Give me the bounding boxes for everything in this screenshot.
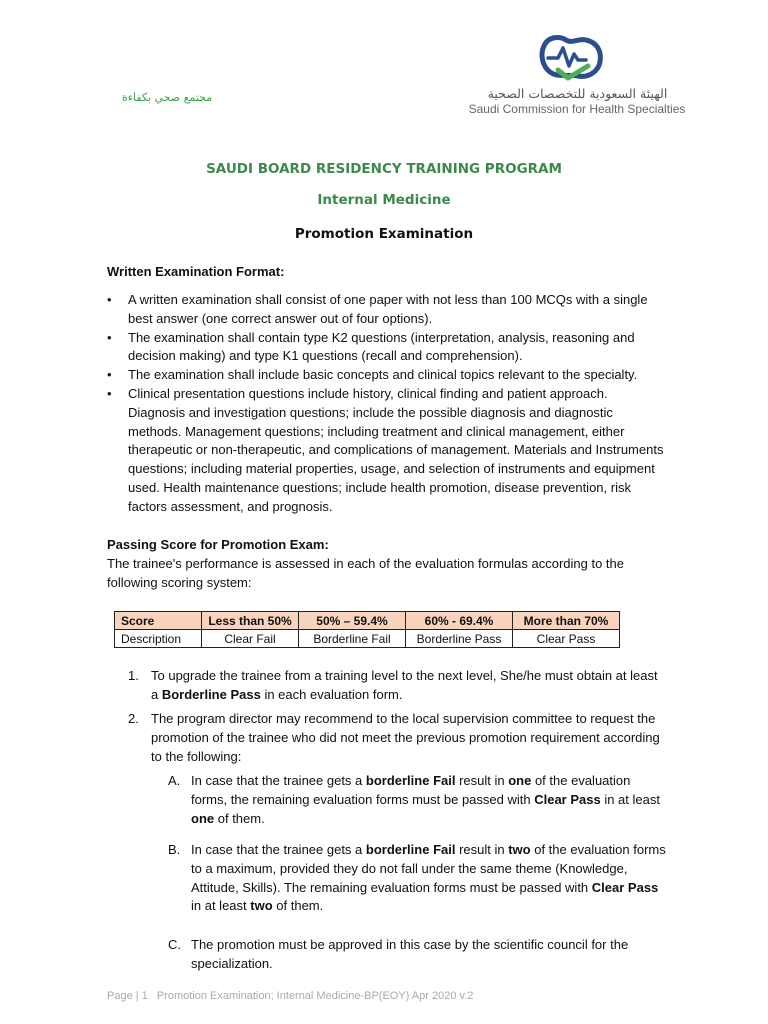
table-cell: 60% - 69.4% [406,612,513,630]
table-row [115,630,620,648]
list-item: • Clinical presentation questions include history, clinical finding and patient approach. Diagnosis and investigation questions; include the possible diagnosis and diagnostic methods. Management questions; including treatment and clinical management, either therapeutic or non-therapeutic, and complications of management. Materials and Instruments questions; including material properties, usage, and selection of instruments and equipment used. Health maintenance questions; include health promotion, disease prevention, risk factors assessment, and prognosis. [107,385,667,517]
table-cell: More than 70% [513,612,620,630]
rule-text: In case that the trainee gets a [191,842,366,857]
rule-item-2 [128,710,668,766]
item-number: 1. [128,668,139,683]
page-number: Page | 1 [107,990,148,1002]
rule-text: of the evaluation forms to a maximum, provided they do not fall under the same theme (Knowledge, Attitude, Skills). The remaining evaluation forms must be passed with [191,842,666,895]
org-name-arabic: الهيئة السعودية للتخصصات الصحية [487,86,668,101]
document-title: Promotion Examination [294,226,474,242]
rule-text: in each evaluation form. [260,686,403,702]
rule-item-1 [128,667,668,705]
rule-emphasis: one [191,810,215,826]
table-cell: Score [115,612,202,630]
org-name-english: Saudi Commission for Health Specialties [468,102,686,116]
scfhs-logo-icon [538,32,608,84]
rule-text: of the evaluation forms, the remaining evaluation forms must be passed with [191,773,631,807]
written-format-heading: Written Examination Format: [107,264,285,279]
rule-subitem-b [168,841,668,916]
rule-emphasis: one [508,773,532,788]
item-number: 2. [128,711,139,726]
rule-text: in at least [600,791,660,807]
rule-text: In case that the trainee gets a [191,773,366,788]
rule-emphasis: Borderline Pass [161,686,261,702]
rule-text: To upgrade the trainee from a training level to the next level, She/he must obtain at least a [151,668,658,702]
table-cell: 50% – 59.4% [299,612,406,630]
rule-emphasis: Clear Pass [534,791,601,807]
passing-score-intro: The trainee's performance is assessed in each of the evaluation formulas according to the following scoring system: [107,556,624,590]
rule-text: result in [455,773,509,788]
rule-emphasis: Clear Pass [591,879,659,895]
rule-subitem-a [168,772,668,828]
rule-text: The program director may recommend to the local supervision committee to request the promotion of the trainee who did not meet the previous promotion requirement according to the following: [151,711,660,764]
program-title: SAUDI BOARD RESIDENCY TRAINING PROGRAM [206,161,562,177]
table-header-row [115,612,620,630]
table-cell: Less than 50% [202,612,299,630]
rule-text: in at least [191,898,251,914]
rule-emphasis: borderline Fail [365,842,456,857]
table-cell: Clear Fail [202,630,299,648]
item-letter: A. [168,773,181,788]
passing-score-heading: Passing Score for Promotion Exam: [107,537,329,552]
rule-emphasis: two [250,898,273,914]
table-cell: Description [115,630,202,648]
page-footer [107,990,479,1002]
table-cell: Borderline Pass [406,630,513,648]
rule-emphasis: borderline Fail [365,773,456,788]
rule-emphasis: two [508,842,531,857]
rule-subitem-c [168,936,668,974]
written-format-list [107,291,667,517]
rule-text: result in [455,842,509,857]
specialty-title: Internal Medicine [317,192,451,208]
tagline-arabic: مجتمع صحي بكفاءة [122,91,213,104]
document-reference: Promotion Examination; Internal Medicine-BP(EOY) Apr 2020 v.2 [156,990,474,1002]
list-item: • The examination shall include basic concepts and clinical topics relevant to the specialty. [107,366,667,385]
table-cell: Clear Pass [513,630,620,648]
item-letter: C. [168,937,181,952]
rule-text: of them. [214,810,265,826]
list-item: • A written examination shall consist of one paper with not less than 100 MCQs with a single best answer (one correct answer out of four options). [107,291,667,329]
scoring-table [114,611,620,648]
list-item: • The examination shall contain type K2 questions (interpretation, analysis, reasoning and decision making) and type K1 questions (recall and comprehension). [107,329,667,367]
item-letter: B. [168,842,181,857]
rule-text: The promotion must be approved in this case by the scientific council for the specialization. [191,937,629,971]
table-cell: Borderline Fail [299,630,406,648]
rule-text: of them. [272,898,324,914]
